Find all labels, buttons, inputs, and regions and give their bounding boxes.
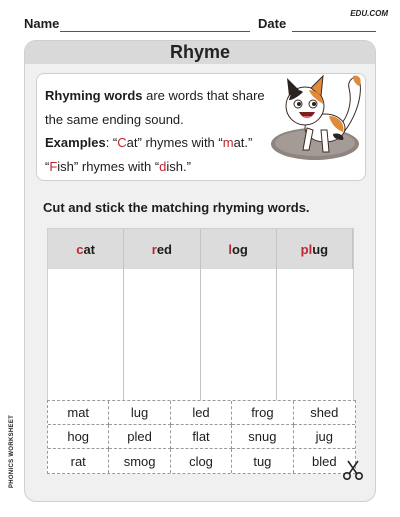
cutout-word[interactable]: bled xyxy=(312,453,337,469)
rime: og xyxy=(231,241,248,257)
instruction-text: Cut and stick the matching rhyming words. xyxy=(43,200,310,215)
name-line[interactable] xyxy=(60,31,250,32)
page-title: Rhyme xyxy=(169,42,231,62)
cutout-word[interactable]: rat xyxy=(48,449,109,473)
cutout-word[interactable]: clog xyxy=(171,449,232,473)
cutout-word[interactable]: smog xyxy=(109,449,170,473)
example-line-1 xyxy=(45,131,275,155)
column-header-cat xyxy=(48,229,124,269)
onset-red: pl xyxy=(300,241,313,257)
column-header-log xyxy=(201,229,277,269)
cutout-word[interactable]: pled xyxy=(109,425,170,449)
onset-red: F xyxy=(49,158,58,174)
column-header-red xyxy=(124,229,200,269)
cutout-word[interactable]: flat xyxy=(171,425,232,449)
quote: : “ xyxy=(105,135,118,150)
cat-illustration xyxy=(269,66,365,176)
date-line[interactable] xyxy=(292,31,376,32)
date-label: Date xyxy=(258,16,287,31)
rime: ish xyxy=(166,158,184,174)
rime: ed xyxy=(156,241,172,257)
cutout-word[interactable]: lug xyxy=(109,401,170,425)
onset-red: l xyxy=(228,241,232,257)
cutout-word[interactable]: frog xyxy=(232,401,293,425)
definition-box xyxy=(36,73,366,181)
quote: .” xyxy=(244,135,253,150)
edu-logo: EDU.COM xyxy=(350,9,388,18)
rhymes-with: ” rhymes with “ xyxy=(73,158,160,174)
cutout-word[interactable]: tug xyxy=(232,449,293,473)
cutout-word[interactable]: led xyxy=(171,401,232,425)
onset-red: m xyxy=(222,135,234,150)
title-band xyxy=(25,41,375,64)
rime: at xyxy=(83,241,96,257)
cutout-word[interactable]: hog xyxy=(48,425,109,449)
definition-line-2: the same ending sound. xyxy=(45,111,184,127)
rime: ish xyxy=(57,158,74,174)
definition-line-1 xyxy=(45,84,275,108)
column-header-plug xyxy=(277,229,353,269)
rhymes-with: ” rhymes with “ xyxy=(137,135,223,150)
onset-red: r xyxy=(151,241,157,257)
definition-text xyxy=(45,84,275,178)
cutout-word-grid xyxy=(47,400,356,474)
scissors-icon xyxy=(341,458,365,482)
rime: at xyxy=(126,135,138,150)
rime: at xyxy=(233,135,245,150)
example-line-2 xyxy=(45,155,275,179)
cutout-word[interactable]: jug xyxy=(294,425,355,449)
cutout-word[interactable]: mat xyxy=(48,401,109,425)
name-label: Name xyxy=(24,16,60,31)
worksheet-card xyxy=(24,40,376,502)
onset-red: d xyxy=(159,158,167,174)
rime: ug xyxy=(312,241,329,257)
onset-red: c xyxy=(76,241,84,257)
examples-label: Examples xyxy=(45,135,106,150)
cutout-word[interactable]: snug xyxy=(232,425,293,449)
definition-term: Rhyming words xyxy=(45,88,143,103)
onset-red: C xyxy=(117,135,127,150)
quote: .” xyxy=(183,158,191,174)
cutout-word[interactable]: shed xyxy=(294,401,355,425)
side-label: PHONICS WORKSHEET xyxy=(9,414,15,488)
definition-rest: are words that share xyxy=(142,88,265,103)
quote: “ xyxy=(45,158,50,174)
